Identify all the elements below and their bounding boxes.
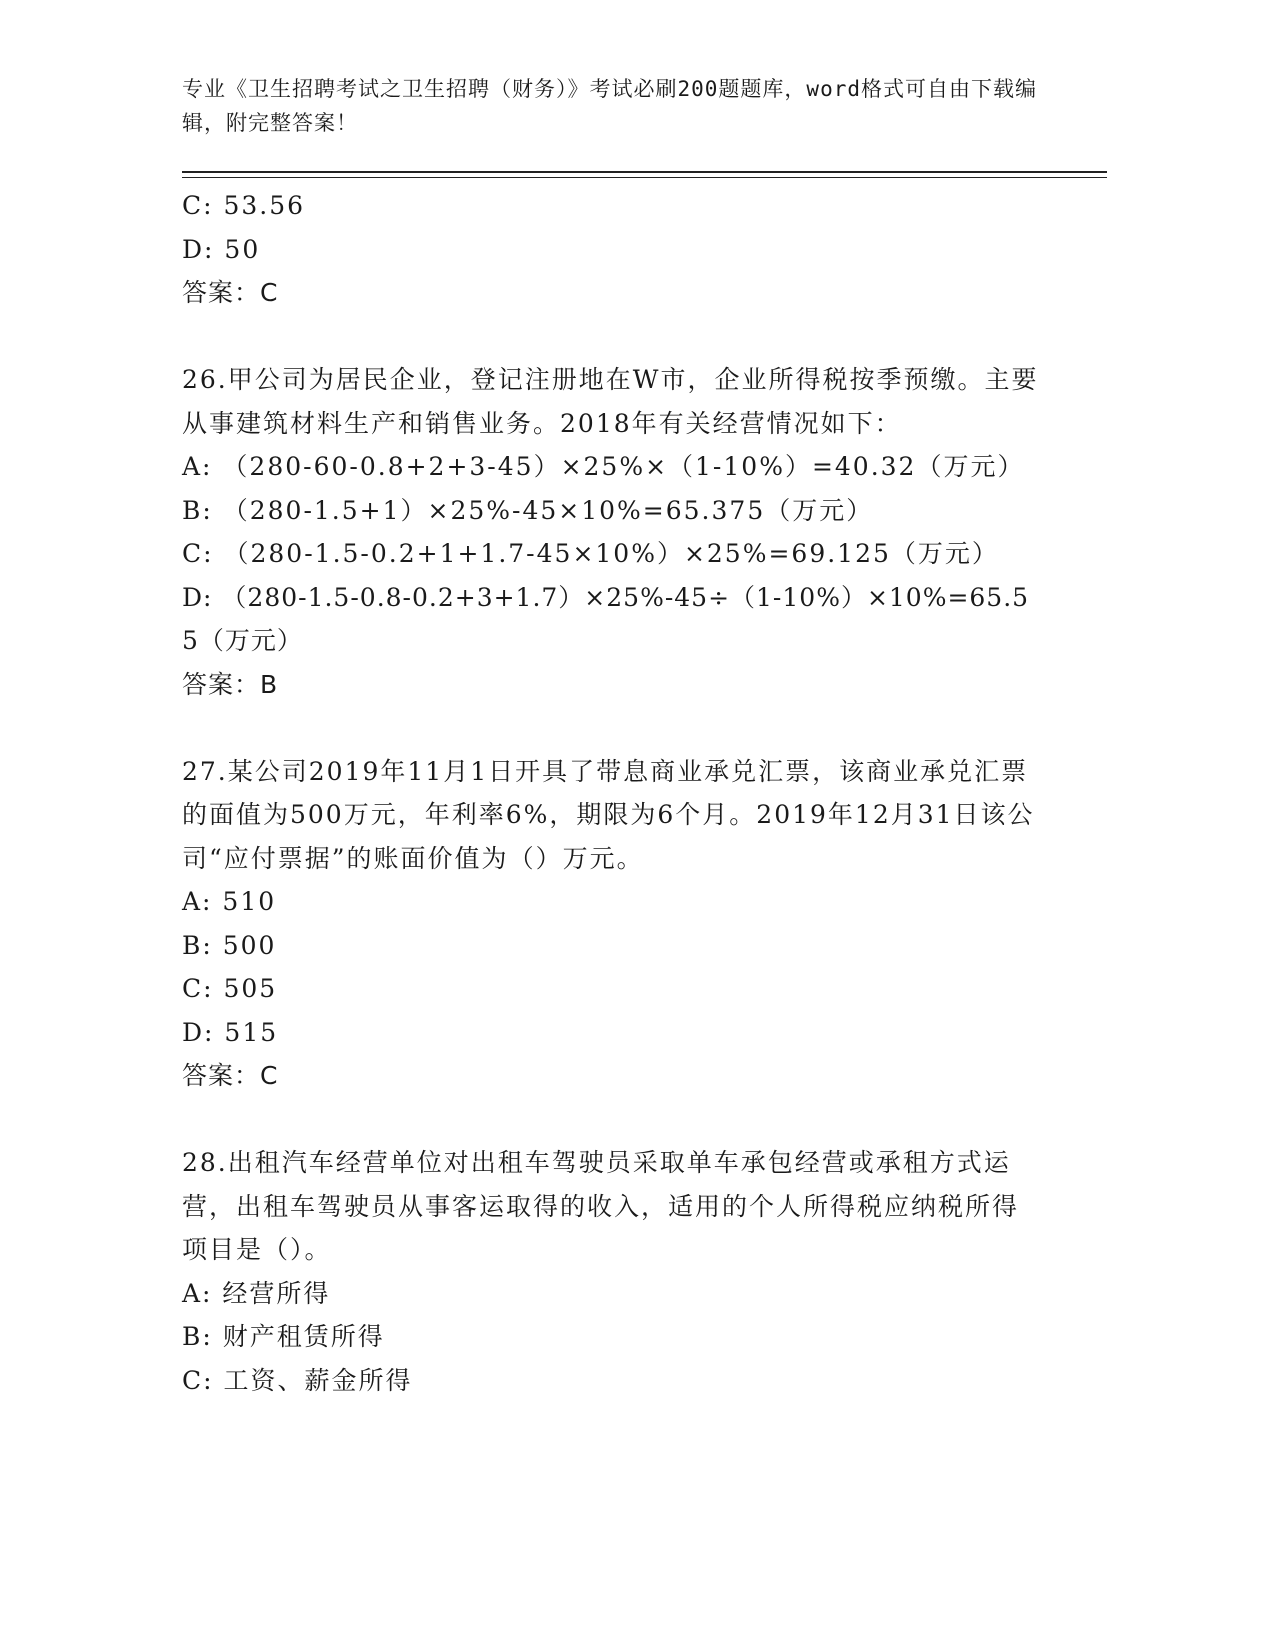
option-c: C: 工资、薪金所得: [182, 1365, 413, 1395]
header-divider-thick: [182, 171, 1107, 173]
option-b: B: （280-1.5+1）×25%-45×10%=65.375（万元）: [182, 495, 874, 525]
option-c: C: 53.56: [182, 191, 306, 220]
option-d: D: 515: [182, 1017, 279, 1047]
answer-line: 答案：C: [182, 1061, 279, 1090]
question-27: [182, 750, 1042, 1098]
option-b: B: 财产租赁所得: [182, 1322, 385, 1351]
option-a: A: 510: [182, 887, 277, 916]
answer-line: 答案：C: [182, 278, 279, 307]
header-divider-thin: [182, 177, 1107, 178]
question-text: 28.出租汽车经营单位对出租车驾驶员采取单车承包经营或承租方式运营，出租车驾驶员从事客运取得的收入，适用的个人所得税应纳税所得项目是（）。: [182, 1148, 1020, 1264]
question-26: [182, 358, 1042, 706]
spacer: [182, 1098, 1042, 1142]
answer-line: 答案：B: [182, 669, 279, 699]
question-text: 26.甲公司为居民企业，登记注册地在W市，企业所得税按季预缴。主要从事建筑材料生产和销售业务。2018年有关经营情况如下：: [182, 365, 1039, 438]
option-c: C: 505: [182, 974, 278, 1003]
question-text: 27.某公司2019年11月1日开具了带息商业承兑汇票，该商业承兑汇票的面值为500万元，年利率6%，期限为6个月。2019年12月31日该公司“应付票据”的账面价值为（）万元。: [182, 756, 1035, 873]
spacer: [182, 315, 1042, 359]
option-a: A: （280-60-0.8+2+3-45）×25%×（1-10%）=40.32（万元）: [182, 452, 1025, 481]
page-header: 专业《卫生招聘考试之卫生招聘（财务）》考试必刷200题题库，word格式可自由下载编辑，附完整答案！: [182, 77, 1037, 135]
spacer: [182, 706, 1042, 750]
document-body: [182, 184, 1042, 1402]
previous-question-tail: [182, 184, 1042, 315]
option-d: D: 50: [182, 234, 261, 264]
option-a: A: 经营所得: [182, 1278, 331, 1308]
option-d: D: （280-1.5-0.8-0.2+3+1.7）×25%-45÷（1-10%）×10%=65.55（万元）: [182, 582, 1030, 655]
question-28: [182, 1141, 1042, 1402]
option-c: C: （280-1.5-0.2+1+1.7-45×10%）×25%=69.125（万元）: [182, 539, 999, 568]
option-b: B: 500: [182, 930, 277, 960]
